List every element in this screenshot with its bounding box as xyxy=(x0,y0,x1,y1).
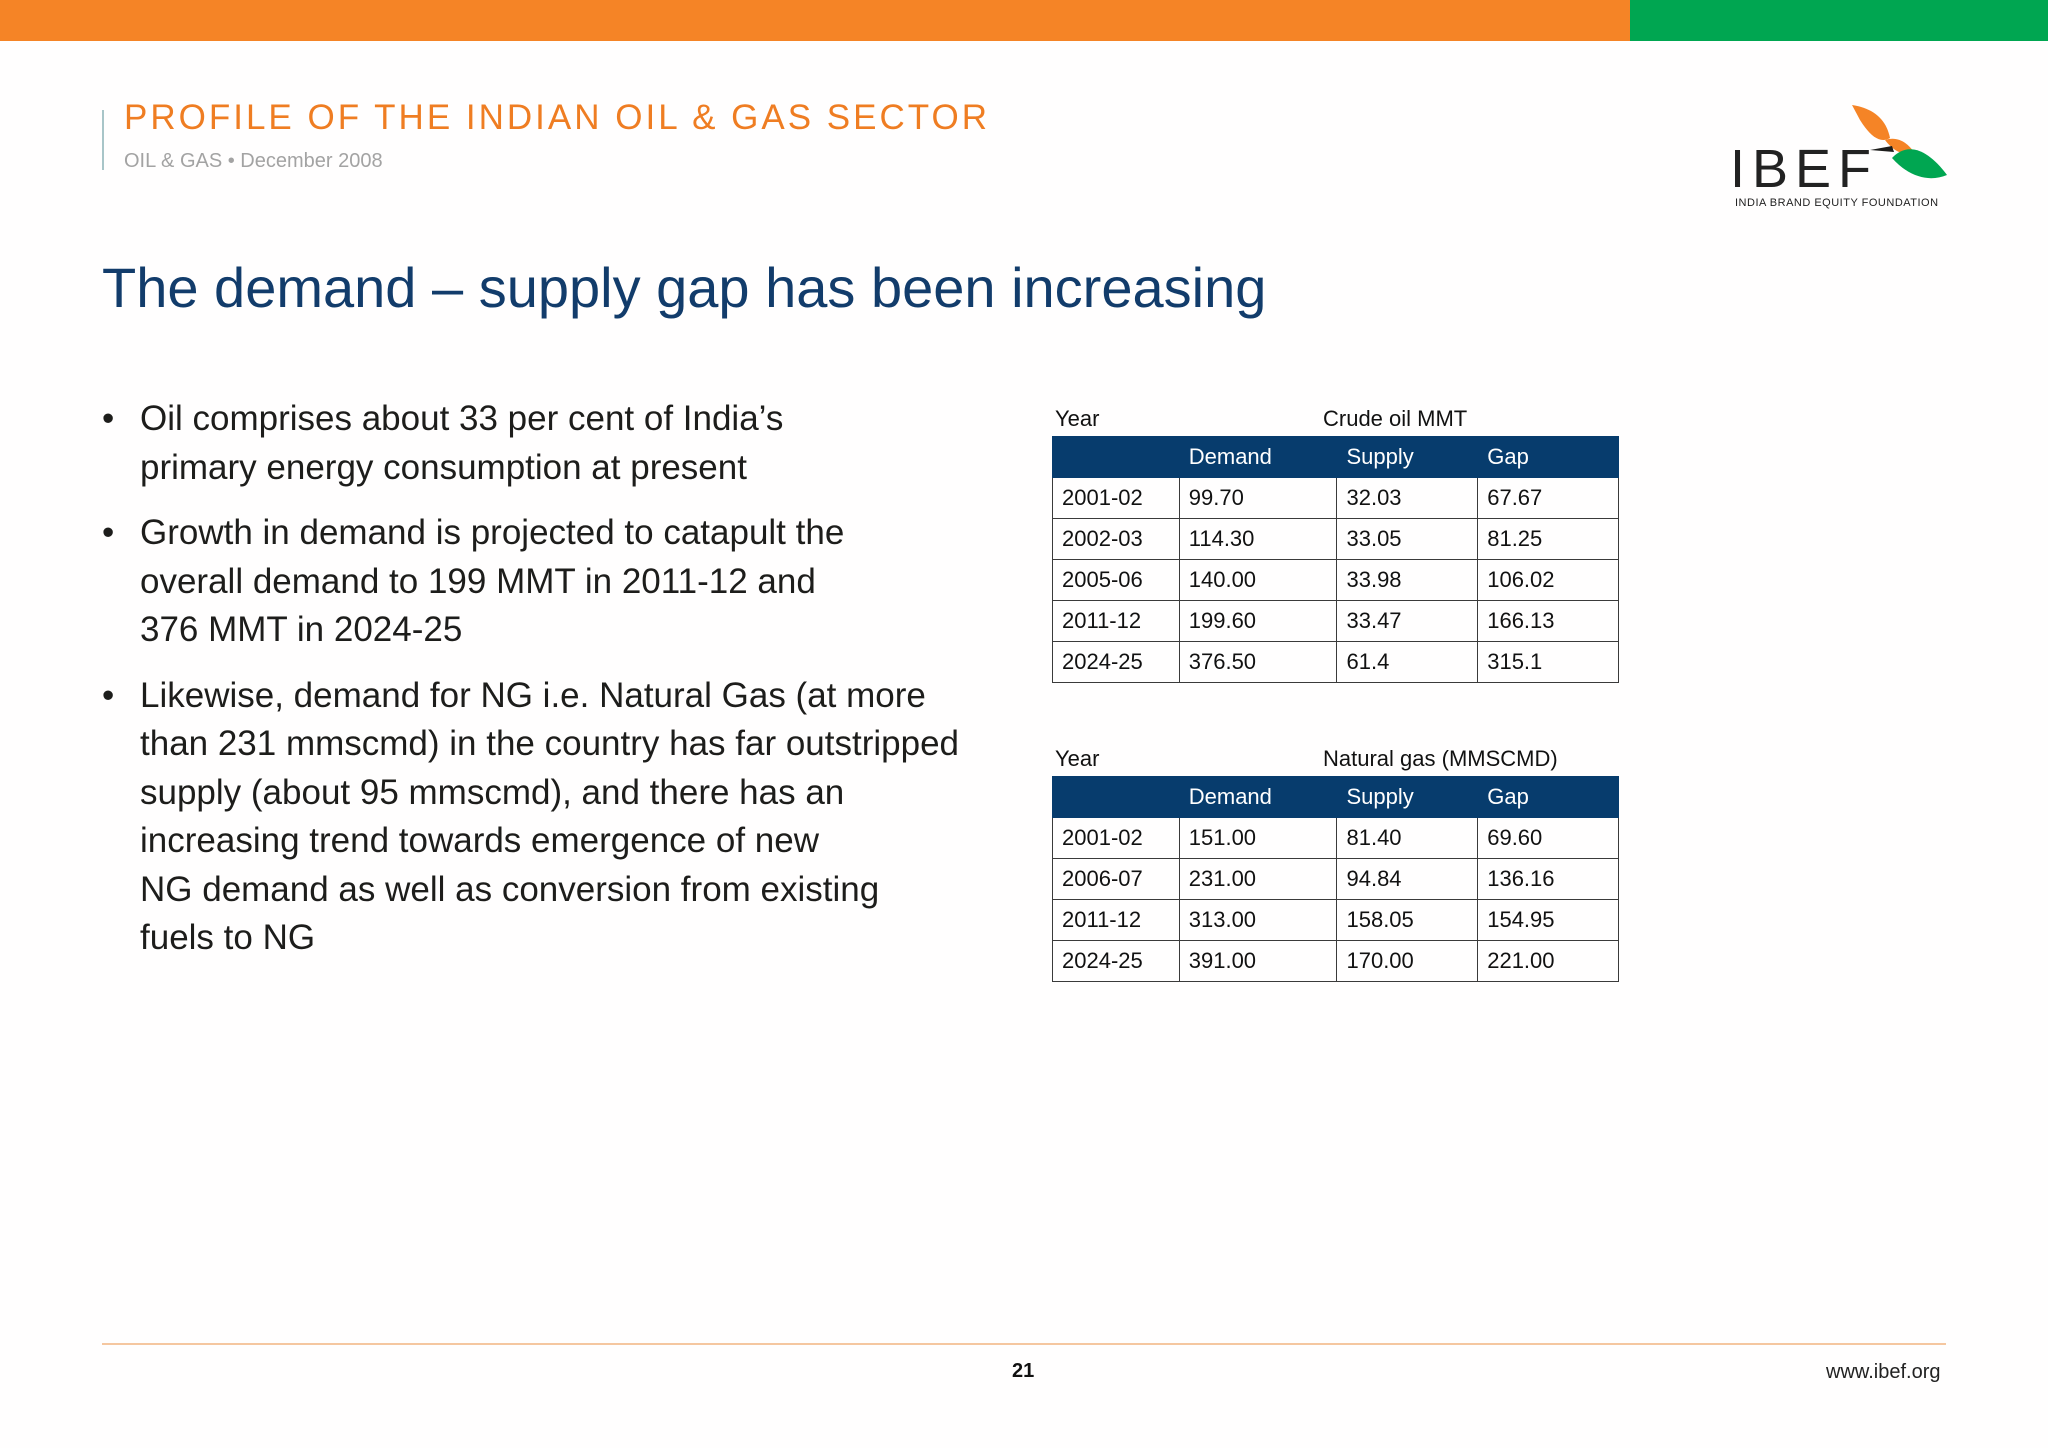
table-row xyxy=(1053,519,1619,560)
table-cell: 170.00 xyxy=(1337,941,1478,982)
logo-text: IBEF xyxy=(1730,139,1879,199)
page-number: 21 xyxy=(1012,1360,1035,1382)
natural-gas-table xyxy=(1052,776,1619,982)
website-link[interactable]: www.ibef.org xyxy=(1826,1361,1941,1383)
table-cell: 151.00 xyxy=(1179,818,1337,859)
bullet-line: NG demand as well as conversion from existing xyxy=(140,869,880,909)
table-cell: 2024-25 xyxy=(1053,941,1180,982)
bullet-line: overall demand to 199 MMT in 2011-12 and xyxy=(140,561,816,601)
natural-gas-table-title: Natural gas (MMSCMD) xyxy=(1323,746,1558,771)
table-cell: 376.50 xyxy=(1179,642,1337,683)
bullet-line: than 231 mmscmd) in the country has far outstripped xyxy=(140,724,960,763)
bullet-icon: • xyxy=(102,675,115,715)
bullet-line: increasing trend towards emergence of new xyxy=(140,821,819,860)
table-cell: 81.25 xyxy=(1478,519,1619,560)
table-cell: 2001-02 xyxy=(1053,478,1180,519)
table-cell: 2006-07 xyxy=(1053,859,1180,900)
table-cell: 231.00 xyxy=(1179,859,1337,900)
table-cell: 61.4 xyxy=(1337,642,1478,683)
table-cell: 158.05 xyxy=(1337,900,1478,941)
table-cell: 136.16 xyxy=(1478,859,1619,900)
table-cell: 2011-12 xyxy=(1053,601,1180,642)
column-header xyxy=(1053,777,1180,818)
table-cell: 2011-12 xyxy=(1053,900,1180,941)
column-header: Demand xyxy=(1179,777,1337,818)
table-cell: 69.60 xyxy=(1478,818,1619,859)
report-subtitle: OIL & GAS • December 2008 xyxy=(124,150,383,172)
column-header: Demand xyxy=(1179,437,1337,478)
bullet-icon: • xyxy=(102,513,115,552)
top-color-bar xyxy=(0,0,2048,41)
table-cell: 32.03 xyxy=(1337,478,1478,519)
table-row xyxy=(1053,601,1619,642)
year-label: Year xyxy=(1055,746,1100,771)
ibef-logo xyxy=(1730,100,1950,215)
table-cell: 313.00 xyxy=(1179,900,1337,941)
table-row xyxy=(1053,900,1619,941)
bullet-item xyxy=(102,509,1002,655)
bullet-line: Oil comprises about 33 per cent of India’s xyxy=(140,399,784,438)
top-bar-orange xyxy=(0,0,1630,41)
table-row xyxy=(1053,818,1619,859)
bullet-line: Growth in demand is projected to catapult the xyxy=(140,513,845,552)
bullet-line: primary energy consumption at present xyxy=(140,447,747,487)
table-cell: 315.1 xyxy=(1478,642,1619,683)
table-row xyxy=(1053,560,1619,601)
table-row xyxy=(1053,478,1619,519)
table-cell: 33.98 xyxy=(1337,560,1478,601)
table-cell: 2002-03 xyxy=(1053,519,1180,560)
table-cell: 67.67 xyxy=(1478,478,1619,519)
crude-oil-caption xyxy=(1052,400,1619,436)
natural-gas-caption xyxy=(1052,740,1619,776)
natural-gas-table-block xyxy=(1052,740,1619,982)
column-header: Gap xyxy=(1478,777,1619,818)
table-header-row xyxy=(1053,777,1619,818)
report-title: PROFILE OF THE INDIAN OIL & GAS SECTOR xyxy=(124,98,991,137)
column-header: Gap xyxy=(1478,437,1619,478)
bullet-item xyxy=(102,395,1002,492)
logo-tagline: INDIA BRAND EQUITY FOUNDATION xyxy=(1735,197,1939,209)
crude-oil-table xyxy=(1052,436,1619,683)
bullet-line: supply (about 95 mmscmd), and there has an xyxy=(140,772,845,812)
table-cell: 99.70 xyxy=(1179,478,1337,519)
column-header: Supply xyxy=(1337,437,1478,478)
slide-title: The demand – supply gap has been increasing xyxy=(102,256,1267,319)
table-cell: 33.47 xyxy=(1337,601,1478,642)
table-cell: 2005-06 xyxy=(1053,560,1180,601)
table-cell: 114.30 xyxy=(1179,519,1337,560)
table-cell: 199.60 xyxy=(1179,601,1337,642)
table-cell: 221.00 xyxy=(1478,941,1619,982)
crude-oil-table-block xyxy=(1052,400,1619,683)
table-header-row xyxy=(1053,437,1619,478)
bullet-list xyxy=(102,395,1002,980)
table-cell: 94.84 xyxy=(1337,859,1478,900)
bullet-line: fuels to NG xyxy=(140,918,316,957)
table-cell: 391.00 xyxy=(1179,941,1337,982)
table-cell: 106.02 xyxy=(1478,560,1619,601)
column-header: Supply xyxy=(1337,777,1478,818)
footer-divider xyxy=(102,1343,1946,1345)
table-cell: 166.13 xyxy=(1478,601,1619,642)
table-cell: 33.05 xyxy=(1337,519,1478,560)
bullet-line: Likewise, demand for NG i.e. Natural Gas (at more xyxy=(140,675,926,715)
table-cell: 81.40 xyxy=(1337,818,1478,859)
top-bar-green xyxy=(1630,0,2048,41)
crude-oil-table-title: Crude oil MMT xyxy=(1323,406,1468,431)
table-row xyxy=(1053,941,1619,982)
table-cell: 154.95 xyxy=(1478,900,1619,941)
table-cell: 140.00 xyxy=(1179,560,1337,601)
table-cell: 2024-25 xyxy=(1053,642,1180,683)
year-label: Year xyxy=(1055,406,1100,431)
table-row xyxy=(1053,642,1619,683)
bullet-item xyxy=(102,672,1002,963)
bullet-icon: • xyxy=(102,399,115,438)
column-header xyxy=(1053,437,1180,478)
table-row xyxy=(1053,859,1619,900)
bullet-line: 376 MMT in 2024-25 xyxy=(140,610,463,649)
table-cell: 2001-02 xyxy=(1053,818,1180,859)
header-divider xyxy=(102,110,104,170)
